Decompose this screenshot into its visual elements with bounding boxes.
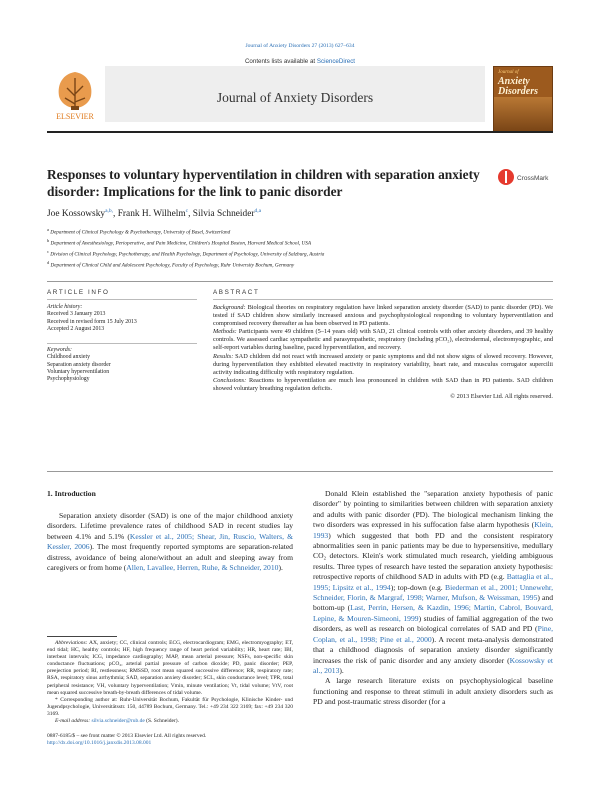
sciencedirect-link[interactable]: ScienceDirect (316, 58, 356, 65)
affiliation: $^b$ Department of Anesthesiology, Perioperative, and Pain Medicine, Children's Hospital Boston, Harvard Medical School, USA (47, 237, 312, 247)
abbreviations-footnote: Abbreviations: AX, anxiety; CC, clinical controls; ECG, electrocardiogram; EMG, electromyography; ET, end tidal; HC, healthy controls; HF, high frequency range of heart period variability; HR, heart rate; IBI, interbeat intervals; ICG, impedance cardiography; MAP, mean arterial pressure; NSFs, non-specific skin conductance fluctuations; pCO₂, arterial partial pressure of carbon dioxide; PD, panic disorder; PEP, preejection period; RI, restlessness; RMSSD, root mean squared successive difference; RR, respiratory rate; RSA, respiratory sinus arrhythmia; SAD, separation anxiety disorder; SCL, skin conductance level; TPR, total peripheral resistance; VH, voluntary hyperventilation; Vmin, minute ventilation; Vt, tidal volume; VtV, root mean squared successive breath-by-breath differences of tidal volume. (47, 640, 293, 696)
history-label: Article history: (47, 304, 83, 310)
paragraph: A large research literature exists on psychophysiological baseline functioning and response to threat stimuli in adult anxiety disorders such as PD and post-traumatic stress disorder (for a (313, 676, 553, 707)
corresponding-author: * Corresponding author at: Ruhr-Universität Bochum, Fakultät für Psychologie, Klinische Kinder- und Jugendpsychologie, Universitätsstr. 150, 44789 Bochum, Germany. Tel.: +49 234 322 3169; fax: +49 234 320 3169. (47, 696, 293, 717)
header-rule (47, 131, 553, 133)
reference-link[interactable]: Allen, Lavallee, Herren, Ruhe, & Schneider, 2010 (126, 563, 279, 573)
crossmark-label: CrossMark (517, 175, 549, 182)
paragraph: Separation anxiety disorder (SAD) is one of the major childhood anxiety disorders. Lifetime prevalence rates of childhood SAD in recent studies lay between 4.1% and 5.1% (Kessler et al., 2005; Shear, Jin, Ruscio, Walters, & Kessler, 2006). The most frequently reported symptoms are separation-related distress, avoidance of being alone/without an adult and sleeping away from caregivers or from home (Allen, Lavallee, Herren, Ruhe, & Schneider, 2010). (47, 511, 293, 573)
author-name[interactable]: Frank H. Wilhelm (117, 209, 186, 220)
author-name[interactable]: Joe Kossowsky (47, 209, 106, 220)
author-name[interactable]: Silvia Schneider (192, 209, 255, 220)
abstract-copyright: © 2013 Elsevier Ltd. All rights reserved. (450, 393, 553, 401)
crossmark-badge[interactable] (497, 163, 553, 193)
reference-link[interactable]: Kossowsky et al., 2013 (313, 655, 554, 675)
affiliation: $^d$ Department of Clinical Child and Adolescent Psychology, Faculty of Psychology, Ruhr University Bochum, Germany (47, 259, 295, 269)
abstract-results: Results: SAD children did not react with increased anxiety or panic symptoms and did not show signs of slowed recovery. However, during hyperventilation they exhibited elevated reactivity in respiratory variability, heart rate, and musculus corrugator supercilii activity indicating difficulty with respiratory regulation. (213, 352, 553, 376)
reference-link[interactable]: Klein, 1993 (313, 520, 553, 540)
accepted-date: Accepted 2 August 2013 (47, 325, 105, 332)
divider (47, 343, 197, 344)
journal-cover[interactable] (493, 66, 553, 132)
keyword: Childhood anxiety (47, 354, 90, 361)
cover-title-line1: Anxiety (498, 76, 530, 87)
keyword: Psychophysiology (47, 376, 90, 383)
email-link[interactable]: silvia.schneider@rub.de (91, 718, 145, 725)
divider (47, 299, 197, 300)
author-list (47, 208, 261, 219)
contents-line (47, 58, 553, 65)
reference-link[interactable]: Kessler et al., 2005; Shear, Jin, Ruscio, Walters, & Kessler, 2006 (47, 531, 293, 552)
left-column (47, 489, 293, 573)
section-heading: 1. Introduction (47, 489, 96, 498)
divider (47, 471, 553, 472)
author-sup[interactable]: d,a (254, 208, 262, 214)
divider (213, 299, 553, 300)
abstract-methods: Methods: Participants were 49 children (5–14 years old) with SAD, 21 clinical controls with other anxiety disorders, and 39 healthy controls. We assessed cardiac sympathetic and parasympathetic, respiratory (including pCO₂), electrodermal, electromyographic, and self-report variables during baseline, paced hyperventilation, and recovery. (213, 328, 553, 352)
reference-link[interactable]: Battaglia et al., 1995; Lipsitz et al., 1994 (313, 572, 554, 592)
email-line: E-mail address: silvia.schneider@rub.de (S. Schneider). (55, 718, 180, 725)
author-separator: , (188, 209, 193, 220)
footnote-rule (47, 636, 117, 637)
keyword: Voluntary hyperventilation (47, 368, 110, 375)
article-history (47, 304, 197, 333)
author-separator: , (113, 209, 118, 220)
affiliation: $^c$ Division of Clinical Psychology, Psychotherapy, and Health Psychology, Department of Psychology, University of Salzburg, Austria (47, 248, 325, 258)
paragraph: Donald Klein established the "separation anxiety hypothesis of panic disorder" by pointing to similarities between children with separation anxiety and adults with panic disorder (PD). The biological mechanism linking the two disorders was expressed in his suffocation false alarm hypothesis (Klein, 1993) which suggested that both PD and the consistent respiratory abnormalities seen in panic patients may be due to hypersensitive, medullary CO₂ detectors. Klein's work stimulated much research, yielding ambiguous results. Three types of research have tested the separation anxiety hypothesis: retrospective reports of childhood SAD in adults with PD (e.g. Battaglia et al., 1995; Lipsitz et al., 1994); top-down (e.g. Biederman et al., 2001; Unnewehr, Schneider, Florin, & Margraf, 1998; Warner, Mufson, & Weissman, 1995) and bottom-up (Last, Perrin, Hersen, & Kazdin, 1996; Martin, Cabrol, Bouvard, Lepine, & Mouren-Simeoni, 1999) studies of familial aggregation of the two disorders, as well as research on biological correlates of SAD and PD (Pine, Coplan, et al., 1998; Pine et al., 2000). A recent meta-analysis demonstrated that a childhood diagnosis of separation anxiety disorder significantly increases the risk of panic disorder and any anxiety disorder (Kossowsky et al., 2013). (313, 489, 554, 675)
journal-header (47, 52, 553, 126)
issn-block (47, 733, 293, 747)
author-sup[interactable]: c (185, 208, 189, 214)
elsevier-logo[interactable] (47, 66, 103, 122)
right-column (313, 489, 553, 708)
keywords-label: Keywords: (47, 347, 72, 353)
contents-prefix: Contents lists available at (244, 58, 317, 65)
revised-date: Received in revised form 15 July 2013 (47, 318, 137, 325)
keyword: Separation anxiety disorder (47, 361, 111, 368)
cover-art (494, 97, 552, 131)
abstract-body (213, 304, 553, 401)
journal-citation[interactable]: Journal of Anxiety Disorders 27 (2013) 627–634 (245, 43, 355, 49)
abstract-conclusions: Conclusions: Reactions to hyperventilation are much less pronounced in children with SAD than in PD patients. SAD children showed voluntary breathing regulation deficits. (213, 376, 553, 392)
elsevier-wordmark: ELSEVIER (56, 112, 94, 121)
issn-line: 0887-6185/$ – see front matter © 2013 Elsevier Ltd. All rights reserved. (47, 733, 207, 739)
affiliation: $^a$ Department of Clinical Psychology & Psychotherapy, University of Basel, Switzerland (47, 227, 231, 236)
abstract-heading: ABSTRACT (213, 289, 260, 296)
article-title: Responses to voluntary hyperventilation in children with separation anxiety disorder: Implications for the link to panic disorder (47, 167, 480, 199)
author-sup[interactable]: a,b, (105, 208, 114, 214)
cover-title (498, 77, 538, 97)
abstract-background: Background: Biological theories on respiratory regulation have linked separation anxiety disorder (SAD) to panic disorder (PD). We tested if SAD children show similarly increased anxious and psychophysiological responding to voluntary hyperventilation and compromised recovery thereafter as has been observed in PD patients. (213, 304, 553, 328)
footnotes (47, 640, 293, 725)
divider (47, 281, 553, 282)
cover-title-line2: Disorders (498, 86, 539, 97)
affiliations (47, 226, 553, 270)
received-date: Received 3 January 2013 (47, 311, 106, 318)
article-info-heading: ARTICLE INFO (47, 289, 110, 296)
reference-link[interactable]: Pine, Coplan, et al., 1998; Pine et al., 2000 (313, 624, 553, 644)
reference-link[interactable]: Last, Perrin, Hersen, & Kazdin, 1996; Martin, Cabrol, Bouvard, Lepine, & Mouren-Simeoni, 1999 (313, 603, 554, 623)
keywords (47, 347, 197, 383)
journal-name[interactable]: Journal of Anxiety Disorders (216, 90, 374, 105)
doi-link[interactable]: http://dx.doi.org/10.1016/j.janxdis.2013.08.001 (47, 740, 152, 746)
reference-link[interactable]: Biederman et al., 2001; Unnewehr, Schneider, Florin, & Margraf, 1998; Warner, Mufson, & Weissman, 1995 (313, 582, 553, 603)
cover-small-text: Journal of (498, 70, 519, 75)
